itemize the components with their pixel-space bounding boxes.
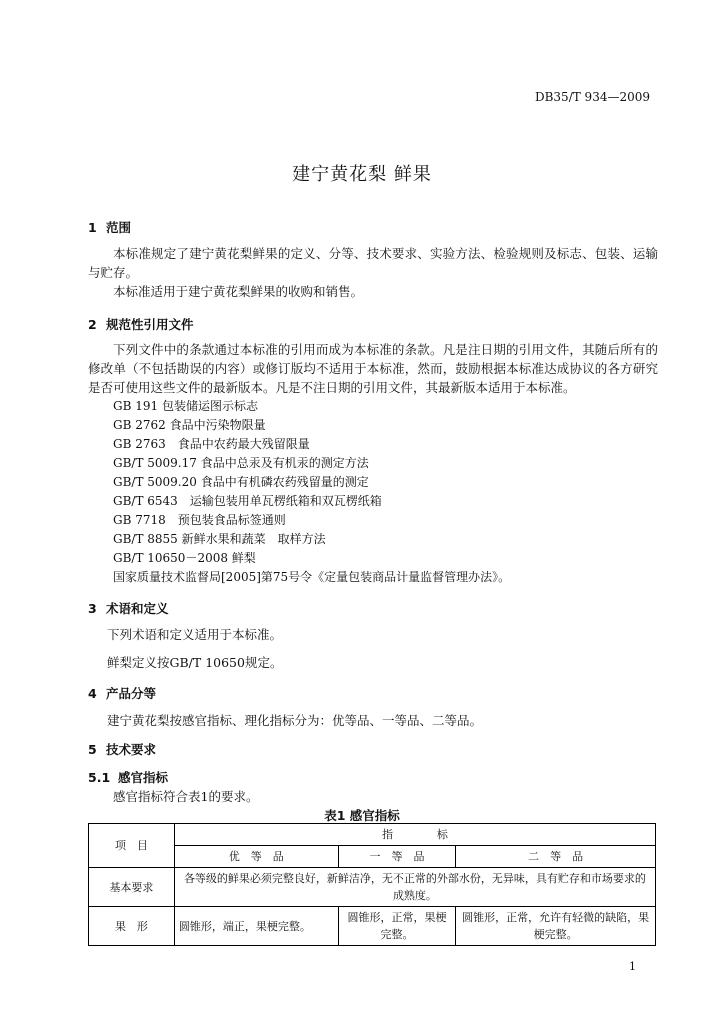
reference-item: GB 2763 食品中农药最大残留限量 bbox=[113, 437, 310, 451]
document-title: 建宁黄花梨 鲜果 bbox=[292, 164, 432, 185]
table-row bbox=[89, 907, 656, 946]
section-heading-5-1 bbox=[88, 768, 168, 786]
section-4-paragraph-1: 建宁黄花梨按感官指标、理化指标分为：优等品、一等品、二等品。 bbox=[107, 713, 483, 728]
section-2-paragraph-1: 下列文件中的条款通过本标准的引用而成为本标准的条款。凡是注日期的引用文件，其随后所有的修改单（不包括勘误的内容）或修订版均不适用于本标准，然而，鼓励根据本标准达成协议的各方研究是否可使用这些文件的最新版本。凡是不注日期的引用文件，其最新版本适用于本标准。 bbox=[88, 342, 658, 395]
row-merged-cell: 各等级的鲜果必须完整良好，新鲜洁净，无不正常的外部水份，无异味，具有贮存和市场要求的成熟度。 bbox=[174, 868, 655, 907]
section-5-1-paragraph-1: 感官指标符合表1的要求。 bbox=[113, 789, 259, 804]
header-index-cell: 指 标 bbox=[174, 824, 655, 846]
row-value-cell: 圆锥形，端正，果梗完整。 bbox=[174, 907, 338, 946]
reference-item: GB/T 5009.20 食品中有机磷农药残留量的测定 bbox=[113, 475, 369, 489]
table-grade-row bbox=[89, 846, 656, 868]
section-title: 规范性引用文件 bbox=[106, 317, 194, 332]
section-heading-5 bbox=[88, 740, 156, 758]
reference-item: GB 2762 食品中污染物限量 bbox=[113, 418, 266, 432]
row-value-cell: 圆锥形，正常，果梗完整。 bbox=[338, 907, 456, 946]
section-number: 5.1 bbox=[88, 770, 111, 785]
section-title: 产品分等 bbox=[106, 686, 157, 701]
section-1-paragraph-2: 本标准适用于建宁黄花梨鲜果的收购和销售。 bbox=[113, 284, 364, 299]
section-heading-2 bbox=[88, 315, 194, 333]
grade-cell-premium: 优 等 品 bbox=[174, 846, 338, 868]
section-title: 范围 bbox=[106, 220, 132, 235]
section-number: 2 bbox=[88, 317, 97, 332]
section-number: 5 bbox=[88, 742, 97, 757]
section-title: 感官指标 bbox=[118, 770, 169, 785]
section-1-paragraph-1: 本标准规定了建宁黄花梨鲜果的定义、分等、技术要求、实验方法、检验规则及标志、包装、运输与贮存。 bbox=[88, 246, 658, 280]
section-number: 1 bbox=[88, 220, 97, 235]
section-3-paragraph-1: 下列术语和定义适用于本标准。 bbox=[107, 627, 283, 642]
section-title: 术语和定义 bbox=[106, 601, 169, 616]
row-item-cell: 果 形 bbox=[89, 907, 175, 946]
standard-code: DB35/T 934—2009 bbox=[534, 90, 650, 104]
reference-item: GB/T 6543 运输包装用单瓦楞纸箱和双瓦楞纸箱 bbox=[113, 494, 382, 508]
reference-item: 国家质量技术监督局[2005]第75号令《定量包装商品计量监督管理办法》。 bbox=[113, 570, 511, 584]
reference-item: GB 191 包装储运图示标志 bbox=[113, 399, 258, 413]
row-item-cell: 基本要求 bbox=[89, 868, 175, 907]
row-value-cell: 圆锥形，正常，允许有轻微的缺陷，果梗完整。 bbox=[456, 907, 656, 946]
reference-item: GB/T 10650－2008 鲜梨 bbox=[113, 551, 256, 565]
reference-item: GB/T 8855 新鲜水果和蔬菜 取样方法 bbox=[113, 532, 326, 546]
section-number: 4 bbox=[88, 686, 97, 701]
section-number: 3 bbox=[88, 601, 97, 616]
section-heading-1 bbox=[88, 218, 131, 236]
section-heading-3 bbox=[88, 599, 169, 617]
table-row bbox=[89, 868, 656, 907]
section-heading-4 bbox=[88, 684, 156, 702]
reference-item: GB 7718 预包装食品标签通则 bbox=[113, 513, 286, 527]
section-title: 技术要求 bbox=[106, 742, 157, 757]
grade-cell-second: 二 等 品 bbox=[456, 846, 656, 868]
grade-cell-first: 一 等 品 bbox=[338, 846, 456, 868]
table-caption: 表1 感官指标 bbox=[324, 808, 400, 823]
table-header-row bbox=[89, 824, 656, 846]
reference-item: GB/T 5009.17 食品中总汞及有机汞的测定方法 bbox=[113, 456, 369, 470]
page-number: 1 bbox=[629, 960, 636, 973]
sensory-index-table bbox=[88, 823, 656, 946]
header-item-cell: 项 目 bbox=[89, 824, 175, 868]
section-3-paragraph-2: 鲜梨定义按GB/T 10650规定。 bbox=[107, 655, 283, 670]
